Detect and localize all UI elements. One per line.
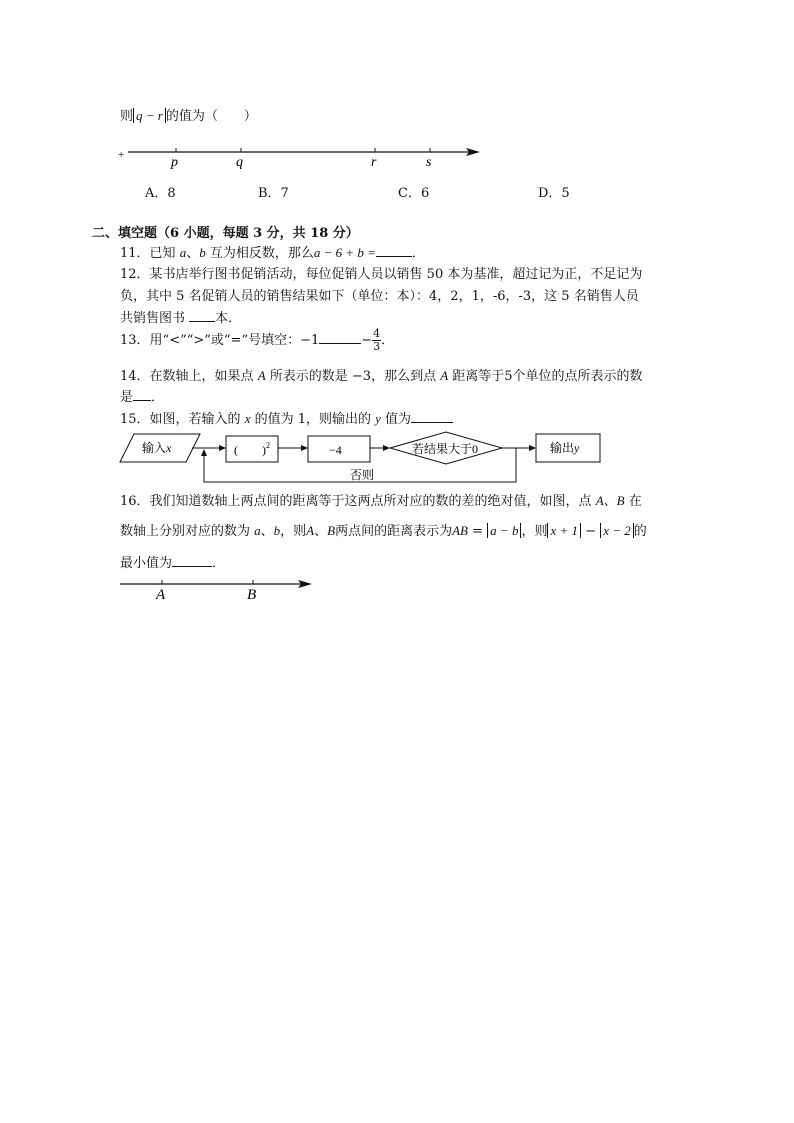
loop-label: 否则 bbox=[350, 468, 375, 482]
axis-label-q: q bbox=[236, 155, 243, 170]
output-label: 输出y bbox=[550, 441, 580, 455]
answer-blank[interactable] bbox=[411, 408, 453, 423]
q10-option-d: D．5 bbox=[538, 186, 570, 201]
q14-line1: 14．在数轴上，如果点 A 所表示的数是 −3，那么到点 A 距离等于5个单位的点所表示的数 bbox=[120, 368, 643, 384]
q12-line1: 12．某书店举行图书促销活动，每位促销人员以销售 50 本为基准，超过记为正，不足记为 bbox=[120, 267, 643, 282]
q16-line2: 数轴上分别对应的数为 a、b，则A、B两点间的距离表示为AB = a − b ，则 x + 1 − x − 2 的 bbox=[120, 523, 647, 539]
q10-stem: 则 q − r 的值为（ ） bbox=[120, 108, 257, 124]
q15: 15．如图，若输入的 x 的值为 1，则输出的 y 值为 bbox=[120, 408, 453, 427]
answer-blank[interactable] bbox=[172, 552, 212, 567]
answer-blank[interactable] bbox=[376, 242, 412, 257]
decision-label: 若结果大于0 bbox=[412, 442, 479, 456]
q10-abs-expr: q − r bbox=[133, 108, 166, 123]
section-heading: 二、填空题（6 小题，每题 3 分，共 18 分） bbox=[92, 226, 359, 241]
answer-blank[interactable] bbox=[133, 386, 151, 401]
answer-blank[interactable] bbox=[319, 329, 361, 344]
q16-line3: 最小值为 ． bbox=[120, 552, 225, 571]
arrow-up-icon bbox=[201, 449, 207, 456]
axis-label-a: A bbox=[156, 587, 166, 603]
axis-label-r: r bbox=[371, 155, 377, 170]
answer-blank[interactable] bbox=[189, 307, 215, 322]
input-label: 输入x bbox=[142, 441, 172, 455]
q11: 11．已知 a、b 互为相反数，那么a − 6 + b = ． bbox=[120, 242, 425, 261]
plus-mark: + bbox=[118, 149, 125, 161]
q15-flowchart bbox=[118, 430, 608, 486]
q16-line1: 16．我们知道数轴上两点间的距离等于这两点所对应的数的差的绝对值，如图，点 A、B 在 bbox=[120, 493, 642, 509]
axis-label-p: p bbox=[171, 155, 178, 170]
q14-line2: 是 ． bbox=[120, 386, 164, 405]
axis-label-b: B bbox=[247, 587, 257, 603]
q12-line3: 共销售图书 本． bbox=[120, 307, 241, 326]
arrow-right-icon bbox=[529, 445, 536, 451]
arrow-right-icon bbox=[219, 445, 226, 451]
q12-line2: 负，其中 5 名促销人员的销售结果如下（单位：本）：4，2，1，-6，-3，这 5 名销售人员 bbox=[120, 289, 639, 304]
q16-number-line bbox=[118, 576, 318, 604]
q10-option-a: A．8 bbox=[145, 186, 176, 201]
arrow-right-icon bbox=[301, 445, 308, 451]
q10-option-c: C．6 bbox=[398, 186, 430, 201]
q13: 13．用“<”“>”或“=”号填空：−1 − $\frac{4}{3}$ ． bbox=[120, 327, 395, 353]
fraction: $\frac{4}{3}$ bbox=[373, 327, 381, 353]
q10-number-line bbox=[114, 140, 494, 172]
square-label: ( )$^2$ bbox=[234, 441, 270, 457]
q10-option-b: B．7 bbox=[258, 186, 289, 201]
minus4-label: −4 bbox=[329, 443, 342, 457]
axis-label-s: s bbox=[426, 155, 432, 170]
